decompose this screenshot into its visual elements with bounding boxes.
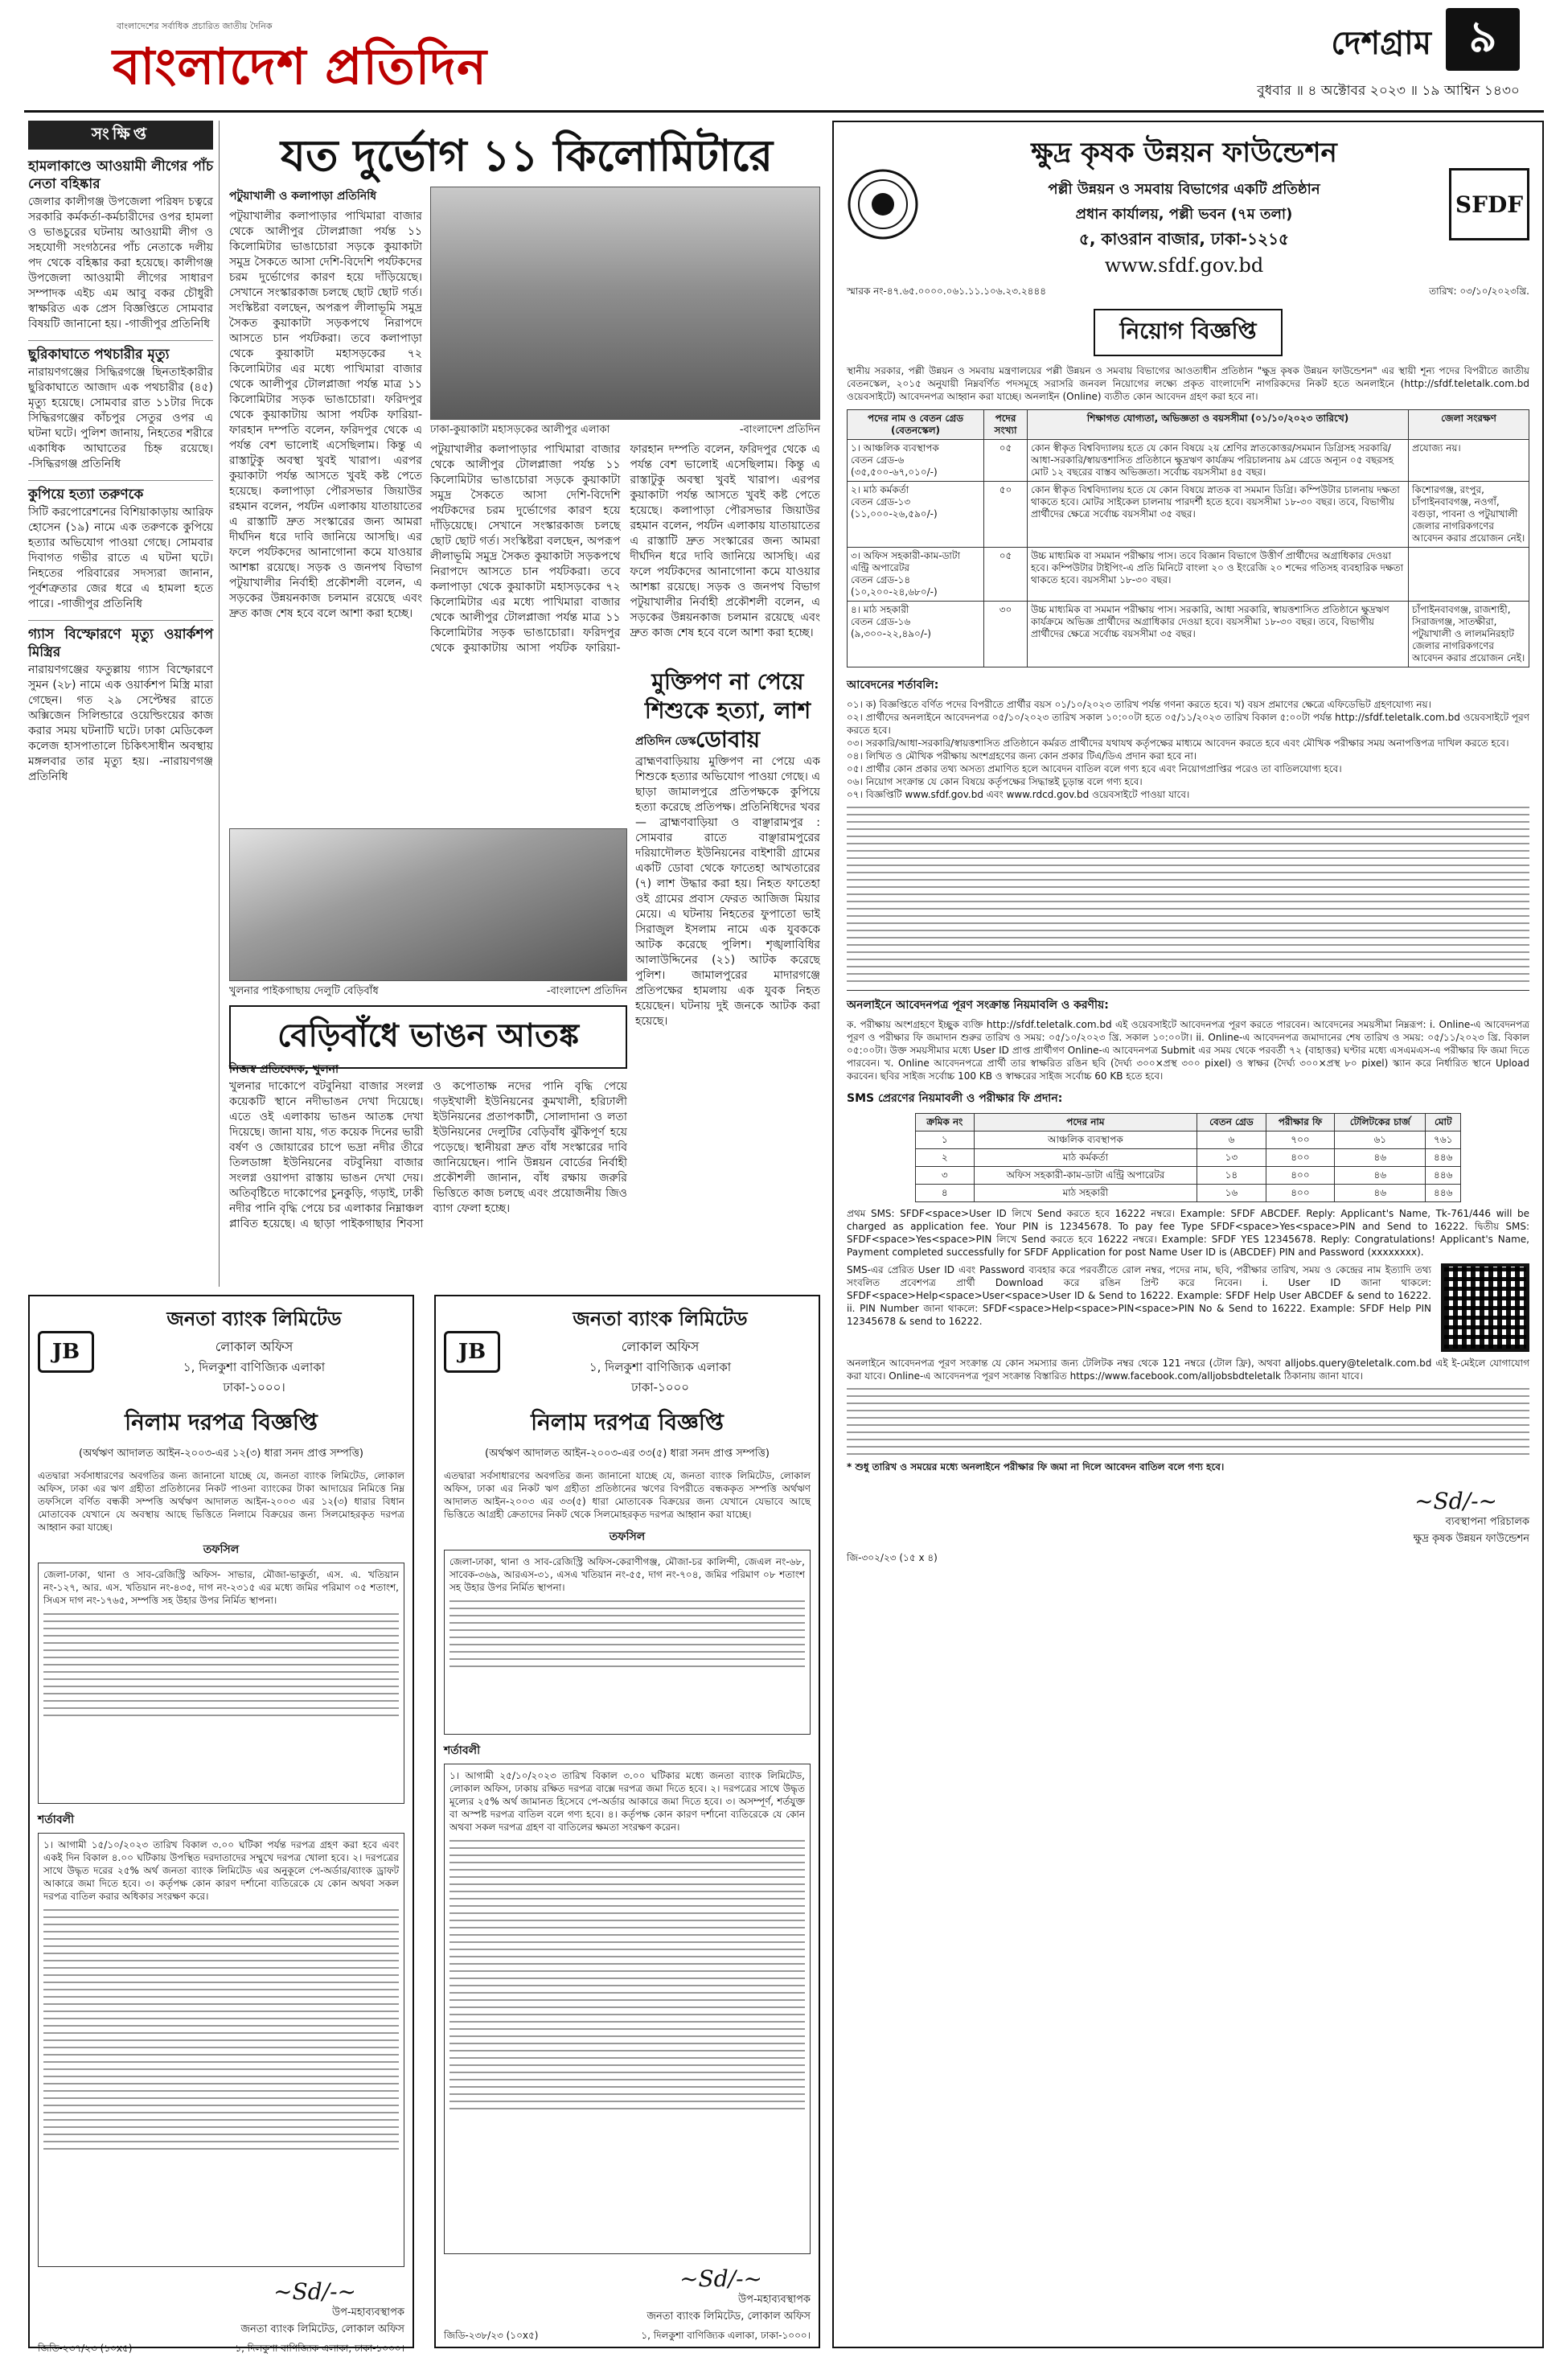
post-scale: (৯,৩০০-২২,৪৯০/-) [851, 628, 931, 639]
lead-photo[interactable] [430, 187, 820, 420]
fee-cell: ৪৪৬ [1426, 1149, 1461, 1167]
col-post: পদের নাম ও বেতন গ্রেড (বেতনস্কেল) [848, 410, 984, 440]
bank-office: লোকাল অফিস [621, 1339, 700, 1354]
fee-cell: ১৪ [1197, 1167, 1266, 1185]
notice-subtitle: (অর্থঋণ আদালত আইন-২০০৩-এর ১২(৩) ধারা সনদ প্রাপ্ত সম্পত্তি) [79, 1448, 363, 1460]
table-header-row [848, 410, 1529, 440]
brief-title: কুপিয়ে হত্যা তরুণকে [28, 487, 144, 503]
contact-fine-print [847, 1388, 1529, 1455]
post-name: অফিস সহকারী-কাম-ডাটা এন্ট্রি অপারেটর [851, 550, 960, 573]
org-name: ক্ষুদ্র কৃষক উন্নয়ন ফাউন্ডেশন [1031, 137, 1337, 169]
post-quota: প্রযোজ্য নয়। [1409, 440, 1529, 482]
col-qualification: শিক্ষাগত যোগ্যতা, অভিজ্ঞতা ও বয়সসীমা (০১/১০/২০২৩ তারিখে) [1028, 410, 1409, 440]
conditions-text: ১। আগামী ১৫/১০/২০২৩ তারিখ বিকাল ৩.০০ ঘটিকা পর্যন্ত দরপত্র গ্রহণ করা হবে এবং একই দিন বিকাল ৪.০০ ঘটিকায় উপস্থিত দরদাতাদের সম্মুখে দরপত্র খোলা হবে। ২। দরপত্রের সাথে উদ্ধৃত দরের ২৫% অর্থ জনতা ব্যাংক লিমিটেড এর অনুকূলে পে-অর্ডার/ব্যাংক ড্রাফট আকারে জমা দিতে হবে। ৩। কর্তৃপক্ষ কোন কারণ দর্শানো ব্যতিরেকে যে কোন অথবা সকল দরপত্র বাতিল করার অধিকার সংরক্ষণ করে। [43, 1839, 399, 1902]
conditions-fine-print [43, 1909, 399, 2150]
lead-body-2: পটুয়াখালীর কলাপাড়ার পাখিমারা বাজার থেকে আলীপুর টোলপ্লাজা পর্যন্ত ১১ কিলোমিটার ভাঙাচোরা সড়কে কুয়াকাটা সমুদ্র সৈকতে আসা দেশি-বিদেশি পর্যটকদের চরম দুর্ভোগের কারণ হয়ে দাঁড়িয়েছে। সেখানে সংস্কারকাজ চলছে ছোট ছোট গর্ত। সংস্কিষ্টরা বলছেন, অপরূপ লীলাভূমি সমুদ্র সৈকত কুয়াকাটা সড়কপথে নিরাপদে আসতে চান পর্যটকরা। তবে কলাপাড়া থেকে কুয়াকাটা মহাসড়কের ৭২ কিলোমিটার এর মধ্যে পাখিমারা বাজার থেকে আলীপুর টোলপ্লাজা পর্যন্ত মাত্র ১১ কিলোমিটার সড়ক ভাঙাচোরা। ফরিদপুর থেকে কুয়াকাটায় আসা পর্যটক ফারিয়া-ফারহান দম্পতি বলেন, ফরিদপুর থেকে এ পর্যন্ত বেশ ভালোই এসেছিলাম। কিন্তু এ রাস্তাটুকু অবস্থা খুবই খারাপ। এরপর কুয়াকাটা পর্যন্ত আসতে খুবই কষ্ট পেতে হয়েছে। কলাপাড়া পৌরসভার জিয়াউর রহমান বলেন, পর্যটন এলাকায় যাতায়াতের এ রাস্তাটি দ্রুত সংস্কারের জন্য আমরা দীর্ঘদিন ধরে দাবি জানিয়ে আসছি। এর ফলে পর্যটকদের আনাগোনা কমে যাওয়ার আশঙ্কা রয়েছে। সড়ক ও জনপথ বিভাগ পটুয়াখালীর নির্বাহী প্রকৌশলী বলেন, এ সড়কের উন্নয়নকাজ চলমান রয়েছে এবং দ্রুত কাজ শেষ হবে বলে আশা করা হচ্ছে। [430, 443, 820, 655]
brief-item[interactable] [28, 620, 213, 785]
notice-title: নিলাম দরপত্র বিজ্ঞপ্তি [125, 1409, 318, 1435]
post-quota: কিশোরগঞ্জ, রংপুর, চাঁপাইনবাবগঞ্জ, নওগাঁ, বগুড়া, পাবনা ও পটুয়াখালী জেলার নাগরিকগণের আবেদন করার প্রয়োজন নেই। [1409, 482, 1529, 548]
post-count: ০৫ [984, 440, 1028, 482]
fee-cell: ৪৬ [1335, 1149, 1426, 1167]
fee-cell: ৪৪৬ [1426, 1167, 1461, 1185]
qr-code-icon[interactable] [1441, 1263, 1529, 1352]
signatory-address: ১, দিলকুশা বাণিজ্যিক এলাকা, ঢাকা-১০০০। [641, 2330, 811, 2341]
janata-bank-logo: JB [444, 1331, 500, 1373]
schedule-label: তফসিল [203, 1543, 240, 1556]
date-line: বুধবার ॥ ৪ অক্টোবর ২০২৩ ॥ ১৯ আশ্বিন ১৪৩০ [1257, 83, 1520, 99]
fee-cell: ৭০০ [1266, 1132, 1334, 1149]
org-website[interactable]: www.sfdf.gov.bd [1104, 254, 1264, 277]
lead-body-1: পটুয়াখালীর কলাপাড়ার পাখিমারা বাজার থেকে আলীপুর টোলপ্লাজা পর্যন্ত ১১ কিলোমিটার ভাঙাচোরা সড়কে কুয়াকাটা সমুদ্র সৈকতে আসা দেশি-বিদেশি পর্যটকদের চরম দুর্ভোগের কারণ হয়ে দাঁড়িয়েছে। সেখানে সংস্কারকাজ চলছে ছোট ছোট গর্ত। সংস্কিষ্টরা বলছেন, অপরূপ লীলাভূমি সমুদ্র সৈকত কুয়াকাটা সড়কপথে নিরাপদে আসতে চান পর্যটকরা। তবে কলাপাড়া থেকে কুয়াকাটা মহাসড়কের ৭২ কিলোমিটার এর মধ্যে পাখিমারা বাজার থেকে আলীপুর টোলপ্লাজা পর্যন্ত মাত্র ১১ কিলোমিটার সড়ক ভাঙাচোরা। ফরিদপুর থেকে কুয়াকাটায় আসা পর্যটক ফারিয়া-ফারহান দম্পতি বলেন, ফরিদপুর থেকে এ পর্যন্ত বেশ ভালোই এসেছিলাম। কিন্তু এ রাস্তাটুকু অবস্থা খুবই খারাপ। এরপর কুয়াকাটা পর্যন্ত আসতে খুবই কষ্ট পেতে হয়েছে। কলাপাড়া পৌরসভার জিয়াউর রহমান বলেন, পর্যটন এলাকায় যাতায়াতের এ রাস্তাটি দ্রুত সংস্কারের জন্য আমরা দীর্ঘদিন ধরে দাবি জানিয়ে আসছি। এর ফলে পর্যটকদের আনাগোনা কমে যাওয়ার আশঙ্কা রয়েছে। সড়ক ও জনপথ বিভাগ পটুয়াখালীর নির্বাহী প্রকৌশলী বলেন, এ সড়কের উন্নয়নকাজ চলমান রয়েছে এবং দ্রুত কাজ শেষ হবে বলে আশা করা হচ্ছে। [229, 210, 422, 620]
post-count: ৫০ [984, 482, 1028, 548]
conditions-text: ১। আগামী ২৫/১০/২০২৩ তারিখ বিকাল ৩.০০ ঘটিকার মধ্যে জনতা ব্যাংক লিমিটেড, লোকাল অফিস, ঢাকায় রক্ষিত দরপত্র বাক্সে দরপত্র জমা দিতে হবে। ২। দরপত্রের সাথে উদ্ধৃত মূল্যের ২৫% অর্থ জামানত হিসেবে পে-অর্ডার আকারে জমা দিতে হবে। ৩। অসম্পূর্ণ, শর্তযুক্ত বা অস্পষ্ট দরপত্র বাতিল বলে গণ্য হবে। ৪। কর্তৃপক্ষ কোন কারণ দর্শানো ব্যতিরেকে যে কোন অথবা সকল দরপত্র গ্রহণ বা বাতিলের ক্ষমতা সংরক্ষণ করেন। [449, 1770, 805, 1833]
fee-cell: মাঠ কর্মকর্তা [974, 1149, 1197, 1167]
schedule-label: তফসিল [609, 1530, 646, 1543]
post-qualification: উচ্চ মাধ্যমিক বা সমমান পরীক্ষায় পাস। সরকারি, আধা সরকারি, স্বায়ত্তশাসিত প্রতিষ্ঠানে ক্ষুদ্রঋণ কার্যক্রমে অভিজ্ঞ প্রার্থীদের অগ্রাধিকার দেওয়া হবে। বয়সসীমা ১৮-৩০ বছর। তবে, বিভাগীয় প্রার্থীদের ক্ষেত্রে সর্বোচ্চ বয়সসীমা ৩৫ বছর। [1028, 602, 1409, 667]
table-row [848, 482, 1529, 548]
fee-cell: আঞ্চলিক ব্যবস্থাপক [974, 1132, 1197, 1149]
signatory-address: ১, দিলকুশা বাণিজ্যিক এলাকা, ঢাকা-১০০০। [235, 2343, 404, 2354]
post-grade: বেতন গ্রেড-৬ [851, 454, 905, 466]
fee-cell: ১৩ [1197, 1149, 1266, 1167]
fee-table [915, 1113, 1461, 1202]
fee-cell: মাঠ সহকারী [974, 1185, 1197, 1202]
schedule-box [38, 1563, 404, 1804]
post-count: ০৫ [984, 548, 1028, 602]
caption-text: খুলনার পাইকগাছায় দেলুটি বেড়িবাঁধ [229, 985, 379, 997]
embankment-photo-caption [229, 984, 627, 998]
col-count: পদের সংখ্যা [984, 410, 1028, 440]
schedule-text: জেলা-ঢাকা, থানা ও সাব-রেজিস্ট্রি অফিস-কেরাণীগঞ্জ, মৌজা-চর কালিন্দী, জেএল নং-৬৮, সাবেক-৩৬৯, আরএস-৩১, এসএ খতিয়ান নং-৫৫, দাগ নং-৭০৪, জমির পরিমাণ ০৮ শতাংশ সহ উহার উপর নির্মিত স্থাপনা। [449, 1556, 805, 1593]
table-row [915, 1149, 1460, 1167]
term-item: ০৩। সরকারি/আধা-সরকারি/স্বায়ত্তশাসিত প্রতিষ্ঠানে কর্মরত প্রার্থীদের যথাযথ কর্তৃপক্ষের মাধ্যমে আবেদন করতে হবে এবং মৌখিক পরীক্ষার সময় অনাপত্তিপত্র দাখিল করতে হবে। [847, 737, 1509, 749]
terms-list [847, 698, 1529, 801]
table-row [848, 548, 1529, 602]
signatory-title: উপ-মহাব্যবস্থাপক [738, 2294, 811, 2306]
signatory-title: ব্যবস্থাপনা পরিচালক [1445, 1516, 1529, 1528]
conditions-box [444, 1764, 811, 2254]
memo-line [847, 285, 1529, 301]
lead-headline[interactable]: যত দুর্ভোগ ১১ কিলোমিটারে [280, 129, 774, 181]
table-row [848, 602, 1529, 667]
post-no: ৩। [851, 550, 861, 561]
notice-subtitle: (অর্থঋণ আদালত আইন-২০০৩-এর ৩৩(৫) ধারা সনদ প্রাপ্ত সম্পত্তি) [485, 1448, 770, 1460]
signature-block [38, 2278, 404, 2339]
final-note: * শুধু তারিখ ও সময়ের মধ্যে অনলাইনে পরীক্ষার ফি জমা না দিলে আবেদন বাতিল বলে গণ্য হবে। [847, 1461, 1225, 1472]
fee-col-fee: পরীক্ষার ফি [1266, 1114, 1334, 1132]
bank-city: ঢাকা-১০০০ [630, 1380, 690, 1394]
schedule-text: জেলা-ঢাকা, থানা ও সাব-রেজিস্ট্রি অফিস- সাভার, মৌজা-ভাকুর্তা, এস. এ. খতিয়ান নং-১২৭, আর. এস. খতিয়ান নং-৪৩৫, দাগ নং-২৩১৫ এর মধ্যে জমির পরিমাণ ০৫ শতাংশ, সিএস দাগ নং-১৭৬৫, সম্পত্তি সহ উহার উপর নির্মিত স্থাপনা। [43, 1569, 399, 1606]
caption-credit: -বাংলাদেশ প্রতিদিন [739, 424, 820, 436]
signature-block [444, 2265, 811, 2326]
bank-address: ১, দিলকুশা বাণিজ্যিক এলাকা [589, 1360, 732, 1374]
post-count: ৩০ [984, 602, 1028, 667]
org-head-office: প্রধান কার্যালয়, পল্লী ভবন (৭ম তলা) [1075, 206, 1293, 223]
terms-label: আবেদনের শর্তাবলি: [847, 679, 939, 692]
memo-number: স্মারক নং-৪৭.৬৫.০০০০.০৬১.১১.১০৬.২৩.২৪৪৪ [847, 285, 1047, 297]
table-row [848, 440, 1529, 482]
online-instructions: ক. পরীক্ষায় অংশগ্রহণে ইচ্ছুক ব্যক্তি http://sfdf.teletalk.com.bd এই ওয়েবসাইটে আবেদনপত্র পূরণ করতে পারবেন। আবেদনের সময়সীমা নিম্নরূপ: i. Online-এ আবেদনপত্র পূরণ ও পরীক্ষার ফি জমাদান শুরুর তারিখ ও সময়: ০৫/১০/২০২৩ খ্রি. সকাল ১০:০০টা। ii. Online-এ আবেদনপত্র জমাদানের শেষ তারিখ ও সময়: ০৫/১১/২০২৩ খ্রি. বিকাল ০৫:০০টা। উক্ত সময়সীমার মধ্যে User ID প্রাপ্ত প্রার্থীগণ Online-এ আবেদনপত্র Submit এর সময় থেকে পরবর্তী ৭২ (বাহাত্তর) ঘণ্টার মধ্যে এসএমএস-এ পরীক্ষার ফি জমা দিতে পারবেন। খ. Online আবেদনপত্রে প্রার্থী তার স্বাক্ষরিত রঙিন ছবি (দৈর্ঘ্য ৩০০×প্রস্থ ৩০০ pixel) ও স্বাক্ষর (দৈর্ঘ্য ৩০০×প্রস্থ ৮০ pixel) স্ক্যান করে নির্ধারিত স্থানে Upload করবেন। ছবির সাইজ সর্বোচ্চ 100 KB ও স্বাক্ষরের সাইজ সর্বোচ্চ 60 KB হতে হবে। [847, 1019, 1529, 1082]
term-item: ০২। প্রার্থীদের অনলাইনে আবেদনপত্র ০৫/১০/২০২৩ তারিখ সকাল ১০:০০টা হতে ০৫/১১/২০২৩ তারিখ বিকাল ৫:০০টা পর্যন্ত http://sfdf.teletalk.com.bd ওয়েবসাইটে পূরণ করতে হবে। [847, 712, 1529, 736]
post-scale: (১০,২০০-২৪,৬৮০/-) [851, 586, 938, 598]
bank-office: লোকাল অফিস [215, 1339, 293, 1354]
notice-intro: স্থানীয় সরকার, পল্লী উন্নয়ন ও সমবায় মন্ত্রণালয়ের পল্লী উন্নয়ন ও সমবায় বিভাগের আওতাধীন প্রতিষ্ঠান "ক্ষুদ্র কৃষক উন্নয়ন ফাউন্ডেশন" এর স্থায়ী শূন্য পদের বিপরীতে জাতীয় বেতনস্কেল, ২০১৫ অনুযায়ী নিম্নবর্ণিত পদসমূহে সরাসরি জনবল নিয়োগের লক্ষ্যে প্রকৃত বাংলাদেশি নাগরিকদের নিকট হতে অনলাইনে (http://sfdf.teletalk.com.bd ওয়েবসাইটে) আবেদনপত্র আহ্বান করা যাচ্ছে। অনলাইন (Online) ব্যতীত কোন আবেদন গ্রহণ করা হবে না। [847, 365, 1529, 402]
signature: ~Sd/-~ [679, 2265, 762, 2292]
fee-cell: ৩ [915, 1167, 974, 1185]
conditions-label: শর্তাবলী [444, 1744, 481, 1757]
fee-col-charge: টেলিটকের চার্জ [1335, 1114, 1426, 1132]
post-name: আঞ্চলিক ব্যবস্থাপক [863, 442, 939, 454]
bank-city: ঢাকা-১০০০। [223, 1380, 285, 1394]
fee-cell: অফিস সহকারী-কাম-ডাটা এন্ট্রি অপারেটর [974, 1167, 1197, 1185]
brief-title: ছুরিকাঘাতে পথচারীর মৃত্যু [28, 347, 170, 363]
signature: ~Sd/-~ [1414, 1488, 1497, 1514]
section-name: দেশগ্রাম [1331, 25, 1431, 62]
org-address: ৫, কাওরান বাজার, ঢাকা-১২১৫ [1078, 229, 1290, 248]
term-item: ০৫। প্রার্থীর কোন প্রকার তথ্য অসত্য প্রমাণিত হলে আবেদন বাতিল বলে গণ্য হবে এবং নিয়োগপ্রাপ্তির পরেও তা বাতিলযোগ্য হবে। [847, 763, 1342, 774]
term-item: ০১। ক) বিজ্ঞপ্তিতে বর্ণিত পদের বিপরীতে প্রার্থীর বয়স ০১/১০/২০২৩ তারিখ পর্যন্ত গণনা করতে হবে। খ) বয়স প্রমাণের ক্ষেত্রে এফিডেভিট গ্রহণযোগ্য নয়। [847, 699, 1431, 710]
fee-col-total: মোট [1426, 1114, 1461, 1132]
brief-body: সিটি করপোরেশনের বিশিয়াকাড়ায় আরিফ হোসেন (১৯) নামে এক তরুণকে কুপিয়ে হত্যার অভিযোগ পাওয়া গেছে। সোমবার দিবাগত গভীর রাতে এ ঘটনা ঘটে। নিহতের পরিবারের সদস্যরা জানান, পূর্বশত্রুতার জের ধরে এ হামলা হতে পারে। -গাজীপুর প্রতিনিধি [28, 506, 213, 610]
signatory-office: জনতা ব্যাংক লিমিটেড, লোকাল অফিস [240, 2323, 404, 2335]
notice-title: নিয়োগ বিজ্ঞপ্তি [1094, 309, 1282, 356]
notice-intro: এতদ্বারা সর্বসাধারণের অবগতির জন্য জানানো যাচ্ছে যে, জনতা ব্যাংক লিমিটেড, লোকাল অফিস, ঢাকা এর ঋণ গ্রহীতা প্রতিষ্ঠানের নিকট পাওনা ব্যাংকের টাকা আদায়ের নিমিত্তে নিম্ন তফসিলে বর্ণিত বন্ধকী সম্পত্তি অর্থঋণ আদালত আইন-২০০৩ এর ১২(৩) ধারার বিধান মোতাবেক যেখানে যে অবস্থায় আছে ভিত্তিতে নিলামে বিক্রয়ের জন্য সিলমোহরকৃত দরপত্র আহ্বান করা যাচ্ছে। [38, 1470, 404, 1533]
murder-byline: প্রতিদিন ডেস্ক [635, 735, 696, 748]
positions-table [847, 409, 1529, 667]
help-instructions: SMS-এর প্রেরিত User ID এবং Password ব্যবহার করে পরবর্তীতে রোল নম্বর, পদের নাম, ছবি, পরীক্ষার তারিখ, সময় ও কেন্দ্রের নাম ইত্যাদি তথ্য সংবলিত প্রবেশপত্র প্রার্থী Download করে রঙিন প্রিন্ট করে নিবেন। i. User ID জানা থাকলে: SFDF<space>Help<space>User<space>User ID & Send to 16222. Example: SFDF Help User ABCDEF & send to 16222. ii. PIN Number জানা থাকলে: SFDF<space>Help<space>PIN<space>PIN No & Send to 16222. Example: SFDF Help PIN 12345678 & send to 16222. [847, 1264, 1431, 1327]
brief-body: নারায়ণগঞ্জের সিদ্ধিরগঞ্জে ছিনতাইকারীর ছুরিকাঘাতে আজাদ এক পথচারীর (৪৫) মৃত্যু হয়েছে। সোমবার রাত ১১টার দিকে সিদ্ধিরগঞ্জের কাঁচপুর সেতুর ওপর এ ঘটনা ঘটে। পুলিশ জানায়, নিহতের শরীরে একাধিক আঘাতের চিহ্ন রয়েছে। -সিদ্ধিরগঞ্জ প্রতিনিধি [28, 366, 213, 470]
table-row [915, 1167, 1460, 1185]
post-grade: বেতন গ্রেড-১৪ [851, 574, 911, 585]
terms-fine-print [847, 807, 1529, 982]
masthead [24, 0, 1544, 113]
sfdf-recruitment-notice[interactable] [832, 121, 1544, 2348]
online-label: অনলাইনে আবেদনপত্র পূরণ সংক্রান্ত নিয়মাবলি ও করণীয়: [847, 990, 1529, 1015]
org-subtitle: পল্লী উন্নয়ন ও সমবায় বিভাগের একটি প্রতিষ্ঠান [1048, 181, 1320, 198]
murder-body: ব্রাহ্মণবাড়িয়ায় মুক্তিপণ না পেয়ে এক শিশুকে হত্যার অভিযোগ পাওয়া গেছে। এ ছাড়া জামালপুরে প্রতিপক্ষকে কুপিয়ে হত্যা করেছে প্রতিপক্ষ। প্রতিনিধিদের খবর— ব্রাহ্মণবাড়িয়া ও বাঞ্ছারামপুর : সোমবার রাতে বাঞ্ছারামপুরের দরিয়াদৌলত ইউনিয়নের বাইশারী গ্রামের একটি ডোবা থেকে ফাতেহা আখতারের (৭) লাশ উদ্ধার করা হয়। নিহত ফাতেহা ওই গ্রামের প্রবাস ফেরত আজিজ মিয়ার মেয়ে। এ ঘটনায় নিহতের ফুপাতো ভাই সিরাজুল ইসলাম নামে এক যুবককে আটক করেছে পুলিশ। শৃঙ্খলাবিধির আলাউদ্দিনের (২১) আটক করেছে পুলিশ। জামালপুরের মাদারগঞ্জে প্রতিপক্ষের হামলায় এক যুবক নিহত হয়েছেন। ঘটনায় দুই জনকে আটক করা হয়েছে। [635, 755, 820, 1028]
brief-body: জেলার কালীগঞ্জ উপজেলা পরিষদ চত্বরে সরকারি কর্মকর্তা-কর্মচারীদের ওপর হামলা ও ভাঙচুরের ঘটনায় আওয়ামী লীগ ও সহযোগী সংগঠনের পাঁচ নেতাকে দলীয় পদ থেকে বহিষ্কার করা হয়েছে। কালীগঞ্জ উপজেলা আওয়ামী লীগের সাধারণ সম্পাদক এইচ এম আবু বকর চৌধুরী স্বাক্ষরিত এক প্রেস বিজ্ঞপ্তিতে সোমবার বিষয়টি জানানো হয়। -গাজীপুর প্রতিনিধি [28, 195, 213, 331]
post-grade: বেতন গ্রেড-১৩ [851, 496, 911, 507]
fee-cell: ১ [915, 1132, 974, 1149]
table-row [915, 1132, 1460, 1149]
embankment-body: খুলনার দাকোপে বটবুনিয়া বাজার সংলগ্ন কয়েকটি স্থানে নদীভাঙন দেখা দিয়েছে। এতে ওই এলাকায় ভাঙন আতঙ্ক দেখা দিয়েছে। জানা যায়, গত কয়েক দিনের ভারী বর্ষণ ও জোয়ারের চাপে ভদ্রা নদীর তীরে তিলডাঙ্গা ইউনিয়নের বটবুনিয়া বাজার সংলগ্ন ওয়াপদা রাস্তায় ভাঙন দেখা দেয়। অতিবৃষ্টিতে দাকোপের চুনকুড়ি, গড়াই, ঢাকী নদীর পানি বৃদ্ধি পেয়ে চর এলাকার নিম্নাঞ্চল প্লাবিত হয়েছে। এ ছাড়া পাইকগাছার শিবসা ও কপোতাক্ষ নদের পানি বৃদ্ধি পেয়ে গড়ইখালী ইউনিয়নের কুমখালী, হরিঢালী ইউনিয়নের প্রতাপকাটী, সোলাদানা ও লতা ইউনিয়নের দেলুটির বেড়িবাঁধ ঝুঁকিপূর্ণ হয়ে পড়েছে। স্থানীয়রা দ্রুত বাঁধ সংস্কারের দাবি জানিয়েছেন। পানি উন্নয়ন বোর্ডের নির্বাহী প্রকৌশলী জানান, বাঁধ রক্ষায় জরুরি ভিত্তিতে কাজ চলছে এবং প্রয়োজনীয় জিও ব্যাগ ফেলা হচ্ছে। [229, 1080, 627, 1230]
fee-cell: ৭৬১ [1426, 1132, 1461, 1149]
post-name: মাঠ কর্মকর্তা [863, 484, 909, 495]
caption-credit: -বাংলাদেশ প্রতিদিন [546, 985, 627, 997]
post-qualification: উচ্চ মাধ্যমিক বা সমমান পরীক্ষায় পাস। তবে বিজ্ঞান বিভাগে উত্তীর্ণ প্রার্থীদের অগ্রাধিকার দেওয়া হবে। কম্পিউটার টাইপিং-এ প্রতি মিনিটে বাংলা ২০ ও ইংরেজি ২০ শব্দের গতিসহ ব্যবহারিক দক্ষতা থাকতে হবে। বয়সসীমা ১৮-৩০ বছর। [1028, 548, 1409, 602]
brief-title: গ্যাস বিস্ফোরণে মৃত্যু ওয়ার্কশপ মিস্ত্রির [28, 626, 213, 660]
fee-cell: ৪৪৬ [1426, 1185, 1461, 1202]
bank-address: ১, দিলকুশা বাণিজ্যিক এলাকা [183, 1360, 326, 1374]
post-cell [848, 548, 984, 602]
post-cell [848, 440, 984, 482]
fee-col-post: পদের নাম [974, 1114, 1197, 1132]
fee-col-serial: ক্রমিক নং [915, 1114, 974, 1132]
signature-block [847, 1488, 1529, 1548]
fee-cell: ৪৬ [1335, 1167, 1426, 1185]
bank-name: জনতা ব্যাংক লিমিটেড [573, 1308, 748, 1330]
help-section [847, 1263, 1529, 1352]
fee-col-grade: বেতন গ্রেড [1197, 1114, 1266, 1132]
brief-item[interactable] [28, 340, 213, 472]
bank-header [38, 1304, 404, 1399]
sms-label: SMS প্রেরণের নিয়মাবলী ও পরীক্ষার ফি প্রদান: [847, 1092, 1063, 1105]
post-cell [848, 602, 984, 667]
conditions-box [38, 1833, 404, 2267]
bank-name: জনতা ব্যাংক লিমিটেড [166, 1308, 342, 1330]
signatory-org: ক্ষুদ্র কৃষক উন্নয়ন ফাউন্ডেশন [1413, 1533, 1529, 1545]
bank-header [444, 1304, 811, 1399]
conditions-fine-print [449, 1840, 805, 2109]
post-scale: (৩৫,৫০০-৬৭,০১০/-) [851, 466, 938, 478]
sfdf-header [847, 132, 1529, 277]
post-no: ১। [851, 442, 861, 454]
signatory-title: উপ-মহাব্যবস্থাপক [332, 2306, 404, 2319]
signature: ~Sd/-~ [273, 2278, 356, 2305]
term-item: ০৪। লিখিত ও মৌখিক পরীক্ষায় অংশগ্রহণের জন্য কোন প্রকার টিএ/ডিএ প্রদান করা হবে না। [847, 750, 1197, 762]
post-grade: বেতন গ্রেড-১৬ [851, 616, 911, 627]
brief-title: হামলাকাণ্ডে আওয়ামী লীগের পাঁচ নেতা বহিষ্কার [28, 158, 213, 192]
memo-date: তারিখ: ০৩/১০/২০২৩খ্রি. [1429, 285, 1529, 297]
lead-story [229, 187, 422, 844]
column-divider [219, 121, 220, 1287]
murder-story [635, 732, 820, 1277]
govt-seal-icon [847, 168, 919, 240]
notice-title: নিলাম দরপত্র বিজ্ঞপ্তি [531, 1409, 724, 1435]
fee-cell: ৪০০ [1266, 1167, 1334, 1185]
fee-cell: ৪ [915, 1185, 974, 1202]
caption-text: ঢাকা-কুয়াকাটা মহাসড়কের আলীপুর এলাকা [430, 424, 610, 436]
notice-footer [444, 2329, 811, 2345]
lead-photo-caption [430, 423, 820, 437]
schedule-fine-print [43, 1613, 399, 1716]
post-cell [848, 482, 984, 548]
table-header-row [915, 1114, 1460, 1132]
briefs-header: সংক্ষিপ্ত [28, 121, 213, 150]
brief-body: নারায়ণগঞ্জের ফতুল্লায় গ্যাস বিস্ফোরণে সুমন (২৮) নামে এক ওয়ার্কশপ মিস্ত্রি মারা গেছেন। গত ২৯ সেপ্টেম্বর রাতে অক্সিজেন সিলিন্ডারে ওয়েল্ডিংয়ের কাজ করার সময় ঘটনাটি ঘটে। ঢাকা মেডিকেল কলেজ হাসপাতালে চিকিৎসাধীন অবস্থায় মঙ্গলবার তার মৃত্যু হয়। -নারায়ণগঞ্জ প্রতিনিধি [28, 663, 213, 783]
bank-notice-1[interactable] [28, 1295, 414, 2354]
schedule-box [444, 1550, 811, 1735]
signatory-office: জনতা ব্যাংক লিমিটেড, লোকাল অফিস [646, 2310, 811, 2323]
ad-ref: জি-৩০২/২৩ (১৫ x ৪) [847, 1552, 938, 1563]
ad-ref: জিডি-২৩৮/২৩ (১০x৫) [444, 2330, 539, 2341]
murder-headline[interactable]: মুক্তিপণ না পেয়ে শিশুকে হত্যা, লাশ ডোবায় [644, 668, 811, 753]
newspaper-logo[interactable]: বাংলাদেশ প্রতিদিন [113, 37, 487, 96]
embankment-byline: নিজস্ব প্রতিবেদক, খুলনা [229, 1063, 339, 1076]
post-quota [1409, 548, 1529, 602]
sfdf-logo: SFDF [1449, 168, 1529, 240]
post-quota: চাঁপাইনবাবগঞ্জ, রাজশাহী, সিরাজগঞ্জ, সাতক্ষীরা, পটুয়াখালী ও লালমনিরহাট জেলার নাগরিকগণের আবেদন করার প্রয়োজন নেই। [1409, 602, 1529, 667]
fee-cell: ৪০০ [1266, 1185, 1334, 1202]
fee-cell: ২ [915, 1149, 974, 1167]
lead-byline: পটুয়াখালী ও কলাপাড়া প্রতিনিধি [229, 190, 377, 203]
post-no: ২। [851, 484, 861, 495]
embankment-headline[interactable]: বেড়িবাঁধে ভাঙন আতঙ্ক [229, 1005, 627, 1069]
term-item: ০৬। নিয়োগ সংক্রান্ত যে কোন বিষয়ে কর্তৃপক্ষের সিদ্ধান্তই চূড়ান্ত বলে গণ্য হবে। [847, 776, 1143, 787]
embankment-photo[interactable] [229, 828, 627, 981]
bank-notice-2[interactable] [434, 1295, 820, 2348]
fee-cell: ৪০০ [1266, 1149, 1334, 1167]
masthead-tagline: বাংলাদেশের সর্বাধিক প্রচারিত জাতীয় দৈনিক [117, 21, 273, 31]
post-no: ৪। [851, 604, 861, 615]
fee-cell: ৬১ [1335, 1132, 1426, 1149]
notice-footer [38, 2342, 404, 2358]
brief-item[interactable] [28, 480, 213, 612]
janata-bank-logo: JB [38, 1331, 94, 1373]
conditions-label: শর্তাবলী [38, 1813, 75, 1826]
ad-ref: জিডি-২৩৭/২৩ (১০x৫) [38, 2343, 133, 2354]
notice-title-wrap [847, 309, 1529, 356]
table-row [915, 1185, 1460, 1202]
sms-instructions: প্রথম SMS: SFDF<space>User ID লিখে Send করতে হবে 16222 নম্বরে। Example: SFDF ABCDEF. Reply: Applicant's Name, Tk-761/446 will be charged as application fee. Your PIN is 12345678. To pay fee Type SFDF<space>Yes<space>PIN and Send to 16222. দ্বিতীয় SMS: SFDF<space>Yes<space>PIN লিখে Send করতে হবে 16222 নম্বরে। Example: SFDF YES 12345678. Reply: Congratulations! Applicant's Name, Payment completed successfully for SFDF Application for post Name User ID is (ABCDEF) PIN and Password (xxxxxxxx). [847, 1208, 1529, 1258]
briefs-column [28, 158, 213, 785]
schedule-fine-print [449, 1600, 805, 1667]
fee-cell: ৬ [1197, 1132, 1266, 1149]
contact-info: অনলাইনে আবেদনপত্র পূরণ সংক্রান্ত যে কোন সমস্যার জন্য টেলিটক নম্বর থেকে 121 নম্বরে (টোল ফ্রি), অথবা alljobs.query@teletalk.com.bd এই ই-মেইলে যোগাযোগ করা যাবে। Online-এ আবেদনপত্র পূরণ সংক্রান্ত বিস্তারিত https://www.facebook.com/alljobsbdteletalk ঠিকানায় জানা যাবে। [847, 1357, 1529, 1382]
brief-item[interactable] [28, 158, 213, 332]
post-scale: (১১,০০০-২৬,৫৯০/-) [851, 508, 938, 520]
fee-cell: ১৬ [1197, 1185, 1266, 1202]
page-number: ৯ [1446, 8, 1520, 71]
post-qualification: কোন স্বীকৃত বিশ্ববিদ্যালয় হতে যে কোন বিষয়ে স্নাতক বা সমমান ডিগ্রি। কম্পিউটার চালনায় দক্ষতা থাকতে হবে। মোটর সাইকেল চালনায় পারদর্শী হতে হবে। বয়সসীমা ১৮-৩০ বছর। তবে, বিভাগীয় প্রার্থীদের ক্ষেত্রে সর্বোচ্চ বয়সসীমা ৩৫ বছর। [1028, 482, 1409, 548]
post-qualification: কোন স্বীকৃত বিশ্ববিদ্যালয় হতে যে কোন বিষয়ে ২য় শ্রেণির স্নাতকোত্তর/সমমান ডিগ্রিসহ সরকারি/আধা-সরকারি/স্বায়ত্তশাসিত প্রতিষ্ঠানে ক্ষুদ্রঋণ কার্যক্রম পরিচালনায় ৯ম গ্রেডে অন্যূন ০৫ বছরসহ মোট ১২ বছরের বাস্তব অভিজ্ঞতা। সর্বোচ্চ বয়সসীমা ৪৫ বছর। [1028, 440, 1409, 482]
notice-intro: এতদ্বারা সর্বসাধারণের অবগতির জন্য জানানো যাচ্ছে যে, জনতা ব্যাংক লিমিটেড, লোকাল অফিস, ঢাকা এর নিকট ঋণ গ্রহীতা প্রতিষ্ঠানের ঋণের বিপরীতে বন্ধককৃত সম্পত্তি অর্থঋণ আদালত আইন-২০০৩ এর ৩৩(৫) ধারা মোতাবেক বিক্রয়ের জন্য যেখানে যেভাবে আছে ভিত্তিতে আগ্রহী ক্রেতাদের নিকট থেকে সিলমোহরকৃত দরপত্র আহ্বান করা যাচ্ছে। [444, 1470, 811, 1520]
term-item: ০৭। বিজ্ঞপ্তিটি www.sfdf.gov.bd এবং www.rdcd.gov.bd ওয়েবসাইটে পাওয়া যাবে। [847, 789, 1190, 800]
post-name: মাঠ সহকারী [863, 604, 909, 615]
col-quota: জেলা সংরক্ষণ [1409, 410, 1529, 440]
fee-cell: ৪৬ [1335, 1185, 1426, 1202]
